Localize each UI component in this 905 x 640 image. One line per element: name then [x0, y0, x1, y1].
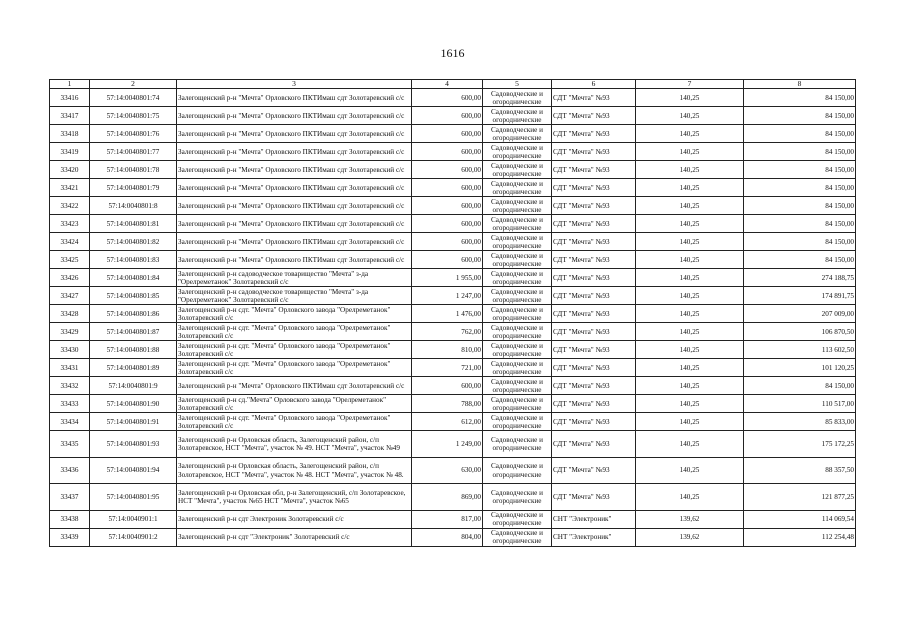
area-cell: 600,00 — [412, 125, 483, 143]
land-use-cell: Садоводческие и огороднические — [483, 107, 552, 125]
area-cell: 869,00 — [412, 484, 483, 511]
organization-cell: СДТ "Мечта" №93 — [552, 89, 636, 107]
row-number-cell: 33431 — [50, 359, 90, 377]
table-row — [50, 269, 856, 287]
column-header: 6 — [552, 80, 636, 89]
table-row — [50, 457, 856, 484]
row-number-cell: 33427 — [50, 287, 90, 305]
table-row — [50, 528, 856, 546]
rate-cell: 140,25 — [636, 359, 744, 377]
area-cell: 1 247,00 — [412, 287, 483, 305]
column-header: 5 — [483, 80, 552, 89]
rate-cell: 140,25 — [636, 161, 744, 179]
register-table — [49, 79, 856, 547]
land-use-cell: Садоводческие и огороднические — [483, 143, 552, 161]
cadastral-value-cell: 84 150,00 — [744, 125, 856, 143]
cadastral-number-cell: 57:14:0040801:95 — [90, 484, 177, 511]
area-cell: 804,00 — [412, 528, 483, 546]
land-use-cell: Садоводческие и огороднические — [483, 125, 552, 143]
cadastral-number-cell: 57:14:0040801:90 — [90, 395, 177, 413]
column-header: 4 — [412, 80, 483, 89]
land-use-cell: Садоводческие и огороднические — [483, 395, 552, 413]
area-cell: 817,00 — [412, 510, 483, 528]
rate-cell: 140,25 — [636, 431, 744, 458]
address-cell: Залегощенский р-н "Мечта" Орловского ПКТИмаш сдт Золотаревский с/с — [177, 161, 412, 179]
organization-cell: СДТ "Мечта" №93 — [552, 395, 636, 413]
cadastral-number-cell: 57:14:0040801:79 — [90, 179, 177, 197]
organization-cell: СНТ "Электроник" — [552, 528, 636, 546]
area-cell: 600,00 — [412, 143, 483, 161]
address-cell: Залегощенский р-н садоводческое товарищество "Мечта" з-да "Орелреметанок" Золотаревский с/с — [177, 269, 412, 287]
row-number-cell: 33434 — [50, 413, 90, 431]
address-cell: Залегощенский р-н "Мечта" Орловского ПКТИмаш сдт Золотаревский с/с — [177, 215, 412, 233]
land-use-cell: Садоводческие и огороднические — [483, 269, 552, 287]
land-use-cell: Садоводческие и огороднические — [483, 251, 552, 269]
organization-cell: СДТ "Мечта" №93 — [552, 359, 636, 377]
cadastral-value-cell: 84 150,00 — [744, 377, 856, 395]
cadastral-value-cell: 113 602,50 — [744, 341, 856, 359]
rate-cell: 140,25 — [636, 323, 744, 341]
area-cell: 1 955,00 — [412, 269, 483, 287]
address-cell: Залегощенский р-н "Мечта" Орловского ПКТИмаш сдт Золотаревский с/с — [177, 197, 412, 215]
organization-cell: СДТ "Мечта" №93 — [552, 179, 636, 197]
area-cell: 600,00 — [412, 107, 483, 125]
row-number-cell: 33424 — [50, 233, 90, 251]
address-cell: Залегощенский р-н "Мечта" Орловского ПКТИмаш сдт Золотаревский с/с — [177, 233, 412, 251]
cadastral-number-cell: 57:14:0040801:81 — [90, 215, 177, 233]
row-number-cell: 33423 — [50, 215, 90, 233]
cadastral-number-cell: 57:14:0040801:82 — [90, 233, 177, 251]
land-use-cell: Садоводческие и огороднические — [483, 457, 552, 484]
organization-cell: СДТ "Мечта" №93 — [552, 143, 636, 161]
table-row — [50, 341, 856, 359]
rate-cell: 140,25 — [636, 377, 744, 395]
cadastral-value-cell: 112 254,48 — [744, 528, 856, 546]
cadastral-value-cell: 84 150,00 — [744, 197, 856, 215]
cadastral-value-cell: 114 069,54 — [744, 510, 856, 528]
area-cell: 600,00 — [412, 215, 483, 233]
organization-cell: СДТ "Мечта" №93 — [552, 197, 636, 215]
rate-cell: 140,25 — [636, 179, 744, 197]
table-row — [50, 431, 856, 458]
address-cell: Залегощенский р-н сдт. "Мечта" Орловского завода "Орелреметанок" Золотаревский с/с — [177, 323, 412, 341]
row-number-cell: 33419 — [50, 143, 90, 161]
cadastral-number-cell: 57:14:0040801:89 — [90, 359, 177, 377]
area-cell: 630,00 — [412, 457, 483, 484]
cadastral-number-cell: 57:14:0040801:75 — [90, 107, 177, 125]
address-cell: Залегощенский р-н сдт. "Мечта" Орловского завода "Орелреметанок" Золотаревский с/с — [177, 341, 412, 359]
organization-cell: СДТ "Мечта" №93 — [552, 269, 636, 287]
cadastral-value-cell: 85 833,00 — [744, 413, 856, 431]
area-cell: 810,00 — [412, 341, 483, 359]
address-cell: Залегощенский р-н сд."Мечта" Орловского завода "Орелреметанок" Золотаревский с/с — [177, 395, 412, 413]
table-row — [50, 305, 856, 323]
row-number-cell: 33428 — [50, 305, 90, 323]
table-row — [50, 395, 856, 413]
area-cell: 600,00 — [412, 233, 483, 251]
land-use-cell: Садоводческие и огороднические — [483, 528, 552, 546]
cadastral-value-cell: 110 517,00 — [744, 395, 856, 413]
land-use-cell: Садоводческие и огороднические — [483, 179, 552, 197]
rate-cell: 140,25 — [636, 269, 744, 287]
organization-cell: СДТ "Мечта" №93 — [552, 484, 636, 511]
land-use-cell: Садоводческие и огороднические — [483, 89, 552, 107]
cadastral-number-cell: 57:14:0040801:86 — [90, 305, 177, 323]
table-row — [50, 215, 856, 233]
table-row — [50, 377, 856, 395]
cadastral-value-cell: 106 870,50 — [744, 323, 856, 341]
address-cell: Залегощенский р-н "Мечта" Орловского ПКТИмаш сдт Золотаревский с/с — [177, 107, 412, 125]
row-number-cell: 33430 — [50, 341, 90, 359]
rate-cell: 140,25 — [636, 395, 744, 413]
row-number-cell: 33418 — [50, 125, 90, 143]
table-row — [50, 413, 856, 431]
cadastral-number-cell: 57:14:0040801:77 — [90, 143, 177, 161]
cadastral-number-cell: 57:14:0040801:8 — [90, 197, 177, 215]
organization-cell: СДТ "Мечта" №93 — [552, 107, 636, 125]
column-header: 7 — [636, 80, 744, 89]
column-header: 2 — [90, 80, 177, 89]
area-cell: 600,00 — [412, 179, 483, 197]
table-row — [50, 197, 856, 215]
land-use-cell: Садоводческие и огороднические — [483, 233, 552, 251]
area-cell: 1 249,00 — [412, 431, 483, 458]
column-header: 3 — [177, 80, 412, 89]
table-row — [50, 484, 856, 511]
land-use-cell: Садоводческие и огороднические — [483, 341, 552, 359]
cadastral-value-cell: 175 172,25 — [744, 431, 856, 458]
row-number-cell: 33417 — [50, 107, 90, 125]
table-row — [50, 359, 856, 377]
area-cell: 1 476,00 — [412, 305, 483, 323]
cadastral-value-cell: 101 120,25 — [744, 359, 856, 377]
organization-cell: СДТ "Мечта" №93 — [552, 377, 636, 395]
rate-cell: 140,25 — [636, 197, 744, 215]
area-cell: 600,00 — [412, 197, 483, 215]
address-cell: Залегощенский р-н сдт. "Мечта" Орловского завода "Орелреметанок" Золотаревский с/с — [177, 359, 412, 377]
row-number-cell: 33426 — [50, 269, 90, 287]
row-number-cell: 33432 — [50, 377, 90, 395]
land-use-cell: Садоводческие и огороднические — [483, 510, 552, 528]
table-row — [50, 161, 856, 179]
row-number-cell: 33435 — [50, 431, 90, 458]
cadastral-value-cell: 84 150,00 — [744, 161, 856, 179]
cadastral-number-cell: 57:14:0040801:83 — [90, 251, 177, 269]
cadastral-value-cell: 84 150,00 — [744, 179, 856, 197]
column-header: 1 — [50, 80, 90, 89]
rate-cell: 140,25 — [636, 89, 744, 107]
organization-cell: СДТ "Мечта" №93 — [552, 341, 636, 359]
area-cell: 788,00 — [412, 395, 483, 413]
table-row — [50, 143, 856, 161]
address-cell: Залегощенский р-н Орловская обл, р-н Залегощенский, с/п Золотаревское, НСТ "Мечта", участок №65 НСТ "Мечта", участок №65 — [177, 484, 412, 511]
land-use-cell: Садоводческие и огороднические — [483, 215, 552, 233]
table-row — [50, 233, 856, 251]
table-row — [50, 179, 856, 197]
cadastral-value-cell: 84 150,00 — [744, 107, 856, 125]
cadastral-number-cell: 57:14:0040801:94 — [90, 457, 177, 484]
row-number-cell: 33421 — [50, 179, 90, 197]
cadastral-value-cell: 88 357,50 — [744, 457, 856, 484]
row-number-cell: 33436 — [50, 457, 90, 484]
rate-cell: 140,25 — [636, 251, 744, 269]
cadastral-value-cell: 84 150,00 — [744, 143, 856, 161]
land-use-cell: Садоводческие и огороднические — [483, 323, 552, 341]
cadastral-number-cell: 57:14:0040801:84 — [90, 269, 177, 287]
address-cell: Залегощенский р-н Орловская область, Залегощенский район, с/п Золотаревское, НСТ "Мечта", участок № 49. НСТ "Мечта", участок №49 — [177, 431, 412, 458]
rate-cell: 140,25 — [636, 287, 744, 305]
land-use-cell: Садоводческие и огороднические — [483, 359, 552, 377]
cadastral-number-cell: 57:14:0040801:76 — [90, 125, 177, 143]
address-cell: Залегощенский р-н "Мечта" Орловского ПКТИмаш сдт Золотаревский с/с — [177, 143, 412, 161]
land-use-cell: Садоводческие и огороднические — [483, 431, 552, 458]
organization-cell: СДТ "Мечта" №93 — [552, 287, 636, 305]
rate-cell: 140,25 — [636, 413, 744, 431]
rate-cell: 140,25 — [636, 305, 744, 323]
cadastral-number-cell: 57:14:0040801:91 — [90, 413, 177, 431]
cadastral-number-cell: 57:14:0040801:78 — [90, 161, 177, 179]
area-cell: 600,00 — [412, 89, 483, 107]
page-number: 1616 — [440, 46, 465, 60]
land-use-cell: Садоводческие и огороднические — [483, 287, 552, 305]
table-row — [50, 510, 856, 528]
rate-cell: 140,25 — [636, 341, 744, 359]
rate-cell: 140,25 — [636, 484, 744, 511]
rate-cell: 140,25 — [636, 107, 744, 125]
address-cell: Залегощенский р-н сдт. "Мечта" Орловского завода "Орелреметанок" Золотаревский с/с — [177, 413, 412, 431]
cadastral-value-cell: 84 150,00 — [744, 89, 856, 107]
table-row — [50, 125, 856, 143]
rate-cell: 140,25 — [636, 233, 744, 251]
cadastral-value-cell: 84 150,00 — [744, 215, 856, 233]
cadastral-number-cell: 57:14:0040801:87 — [90, 323, 177, 341]
organization-cell: СДТ "Мечта" №93 — [552, 413, 636, 431]
area-cell: 612,00 — [412, 413, 483, 431]
address-cell: Залегощенский р-н "Мечта" Орловского ПКТИмаш сдт Золотаревский с/с — [177, 179, 412, 197]
table-row — [50, 287, 856, 305]
row-number-cell: 33439 — [50, 528, 90, 546]
row-number-cell: 33425 — [50, 251, 90, 269]
column-header: 8 — [744, 80, 856, 89]
cadastral-value-cell: 274 188,75 — [744, 269, 856, 287]
row-number-cell: 33416 — [50, 89, 90, 107]
cadastral-number-cell: 57:14:0040801:88 — [90, 341, 177, 359]
cadastral-value-cell: 174 891,75 — [744, 287, 856, 305]
address-cell: Залегощенский р-н Орловская область, Залегощенский район, с/п Золотаревское, НСТ "Мечта", участок № 48. НСТ "Мечта", участок № 48. — [177, 457, 412, 484]
organization-cell: СДТ "Мечта" №93 — [552, 233, 636, 251]
row-number-cell: 33422 — [50, 197, 90, 215]
address-cell: Залегощенский р-н садоводческое товарищество "Мечта" з-да "Орелреметанок" Золотаревский с/с — [177, 287, 412, 305]
rate-cell: 139,62 — [636, 528, 744, 546]
cadastral-number-cell: 57:14:0040801:93 — [90, 431, 177, 458]
address-cell: Залегощенский р-н сдт Электроник Золотаревский с/с — [177, 510, 412, 528]
cadastral-value-cell: 207 009,00 — [744, 305, 856, 323]
table-row — [50, 89, 856, 107]
table-row — [50, 323, 856, 341]
land-use-cell: Садоводческие и огороднические — [483, 197, 552, 215]
address-cell: Залегощенский р-н "Мечта" Орловского ПКТИмаш сдт Золотаревский с/с — [177, 377, 412, 395]
organization-cell: СНТ "Электроник" — [552, 510, 636, 528]
land-use-cell: Садоводческие и огороднические — [483, 377, 552, 395]
cadastral-number-cell: 57:14:0040901:1 — [90, 510, 177, 528]
organization-cell: СДТ "Мечта" №93 — [552, 457, 636, 484]
rate-cell: 140,25 — [636, 125, 744, 143]
table-row — [50, 251, 856, 269]
land-use-cell: Садоводческие и огороднические — [483, 413, 552, 431]
rate-cell: 140,25 — [636, 143, 744, 161]
cadastral-value-cell: 84 150,00 — [744, 233, 856, 251]
table-row — [50, 107, 856, 125]
organization-cell: СДТ "Мечта" №93 — [552, 323, 636, 341]
header-row — [50, 80, 856, 89]
organization-cell: СДТ "Мечта" №93 — [552, 215, 636, 233]
row-number-cell: 33438 — [50, 510, 90, 528]
row-number-cell: 33437 — [50, 484, 90, 511]
cadastral-number-cell: 57:14:0040801:74 — [90, 89, 177, 107]
address-cell: Залегощенский р-н "Мечта" Орловского ПКТИмаш сдт Золотаревский с/с — [177, 125, 412, 143]
organization-cell: СДТ "Мечта" №93 — [552, 125, 636, 143]
land-use-cell: Садоводческие и огороднические — [483, 161, 552, 179]
area-cell: 600,00 — [412, 161, 483, 179]
cadastral-value-cell: 121 877,25 — [744, 484, 856, 511]
cadastral-number-cell: 57:14:0040801:85 — [90, 287, 177, 305]
area-cell: 600,00 — [412, 251, 483, 269]
organization-cell: СДТ "Мечта" №93 — [552, 431, 636, 458]
land-use-cell: Садоводческие и огороднические — [483, 484, 552, 511]
address-cell: Залегощенский р-н сдт. "Мечта" Орловского завода "Орелреметанок" Золотаревский с/с — [177, 305, 412, 323]
area-cell: 721,00 — [412, 359, 483, 377]
row-number-cell: 33433 — [50, 395, 90, 413]
address-cell: Залегощенский р-н "Мечта" Орловского ПКТИмаш сдт Золотаревский с/с — [177, 89, 412, 107]
organization-cell: СДТ "Мечта" №93 — [552, 251, 636, 269]
organization-cell: СДТ "Мечта" №93 — [552, 305, 636, 323]
rate-cell: 140,25 — [636, 457, 744, 484]
organization-cell: СДТ "Мечта" №93 — [552, 161, 636, 179]
address-cell: Залегощенский р-н "Мечта" Орловского ПКТИмаш сдт Золотаревский с/с — [177, 251, 412, 269]
cadastral-number-cell: 57:14:0040801:9 — [90, 377, 177, 395]
land-use-cell: Садоводческие и огороднические — [483, 305, 552, 323]
row-number-cell: 33429 — [50, 323, 90, 341]
area-cell: 600,00 — [412, 377, 483, 395]
rate-cell: 140,25 — [636, 215, 744, 233]
rate-cell: 139,62 — [636, 510, 744, 528]
cadastral-value-cell: 84 150,00 — [744, 251, 856, 269]
cadastral-number-cell: 57:14:0040901:2 — [90, 528, 177, 546]
row-number-cell: 33420 — [50, 161, 90, 179]
area-cell: 762,00 — [412, 323, 483, 341]
address-cell: Залегощенский р-н сдт "Электроник" Золотаревский с/с — [177, 528, 412, 546]
